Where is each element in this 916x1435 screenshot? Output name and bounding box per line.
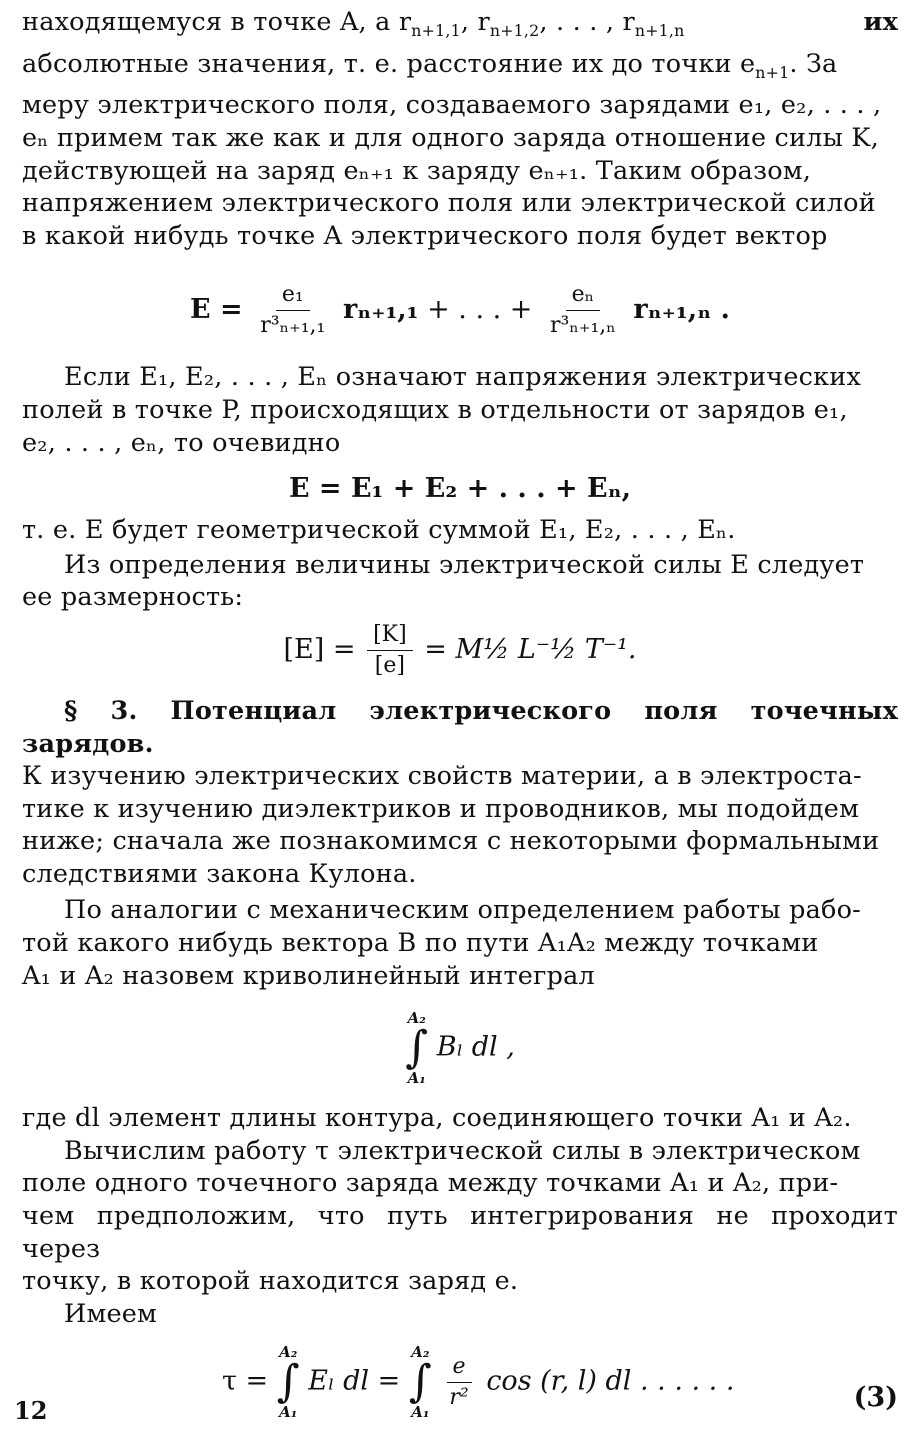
text-line: находящемуся в точке A, а $r_{n+1,1}$, $r_{n+1,2}$, . . . , $r_{n+1,n}$ их	[22, 7, 898, 41]
text-line: где dl элемент длины контура, соединяющего точки A₁ и A₂.	[22, 1103, 852, 1134]
text-line: напряжением электрического поля или электрической силой	[22, 188, 876, 219]
text-line: eₙ примем так же как и для одного заряда отношение силы K,	[22, 122, 879, 153]
text-line: Из определения величины электрической силы E следует	[64, 549, 865, 580]
paragraph-2	[22, 361, 898, 459]
section-3	[22, 695, 898, 891]
page-number: 12	[14, 1396, 48, 1425]
text-line: абсолютные значения, т. е. расстояние их до точки $e_{n+1}$. За	[22, 48, 838, 82]
text-line: чем предположим, что путь интегрирования не проходит через	[22, 1201, 898, 1264]
text-line: тике к изучению диэлектриков и проводников, мы подойдем	[22, 793, 860, 824]
paragraph-1	[22, 6, 898, 252]
text-line: e₂, . . . , eₙ, то очевидно	[22, 427, 341, 458]
paragraph-4	[22, 549, 898, 614]
text-line: поле одного точечного заряда между точками A₁ и A₂, при-	[22, 1168, 839, 1199]
text-line: той какого нибудь вектора B по пути A₁A₂ между точками	[22, 928, 819, 959]
integral-sign: A₂ ∫ A₁	[276, 1343, 300, 1422]
section-heading: § 3. Потенциал электрического поля точечных зарядов.	[22, 695, 898, 759]
text-line: ниже; сначала же познакомимся с некоторыми формальными	[22, 826, 880, 857]
formula-line-integral: A₂ ∫ A₁ Bₗ dl ,	[405, 1009, 515, 1088]
formula-vector-sum: E = E₁ + E₂ + . . . + Eₙ,	[288, 473, 632, 505]
text-line: A₁ и A₂ назовем криволинейный интеграл	[22, 960, 595, 991]
text-line: Вычислим работу τ электрической силы в электрическом	[64, 1135, 861, 1166]
text-line: По аналогии с механическим определением работы рабо-	[64, 895, 861, 926]
text-line: К изучению электрических свойств материи, а в электроста-	[22, 761, 862, 792]
formula-dimension: [E] = $\frac{[K]}{[e]}$ = M½ L⁻½ T⁻¹.	[283, 621, 637, 678]
text-line: точку, в которой находится заряд e.	[22, 1266, 519, 1297]
formula-work: τ = A₂ ∫ A₁ Eₗ dl = A₂ ∫ A₁ $\frac{e}{\text{r²}}$ cos (r, l) dl . . . . . . (3)	[222, 1343, 898, 1422]
integral-sign: A₂ ∫ A₁	[405, 1009, 429, 1088]
text-line: следствиями закона Кулона.	[22, 858, 417, 889]
paragraph-5	[22, 894, 898, 992]
paragraph-7	[22, 1135, 898, 1331]
paragraph-6	[22, 1102, 898, 1135]
equation-number: (3)	[853, 1382, 898, 1414]
integral-sign: A₂ ∫ A₁	[408, 1343, 432, 1422]
text-line: ее размерность:	[22, 582, 244, 613]
page-body	[22, 6, 898, 1420]
formula-field-sum: E = $\frac{\text{e₁}}{\text{r³ₙ₊₁,₁}}$ rₙ₊₁,₁ + . . . + $\frac{\text{eₙ}}{\text{r³ₙ₊₁,ₙ}}$ rₙ₊₁,ₙ .	[190, 282, 730, 339]
text-line: Если E₁, E₂, . . . , Eₙ означают напряжения электрических	[64, 362, 862, 393]
text-line: т. е. E будет геометрической суммой E₁, E₂, . . . , Eₙ.	[22, 515, 736, 546]
text-line: Имеем	[64, 1298, 158, 1329]
text-line: в какой нибудь точке A электрического поля будет вектор	[22, 220, 828, 251]
text-line: полей в точке P, происходящих в отдельности от зарядов e₁,	[22, 394, 848, 425]
paragraph-3	[22, 514, 898, 547]
text-line: действующей на заряд eₙ₊₁ к заряду eₙ₊₁. Таким образом,	[22, 155, 812, 186]
text-line: меру электрического поля, создаваемого зарядами e₁, e₂, . . . ,	[22, 90, 882, 121]
